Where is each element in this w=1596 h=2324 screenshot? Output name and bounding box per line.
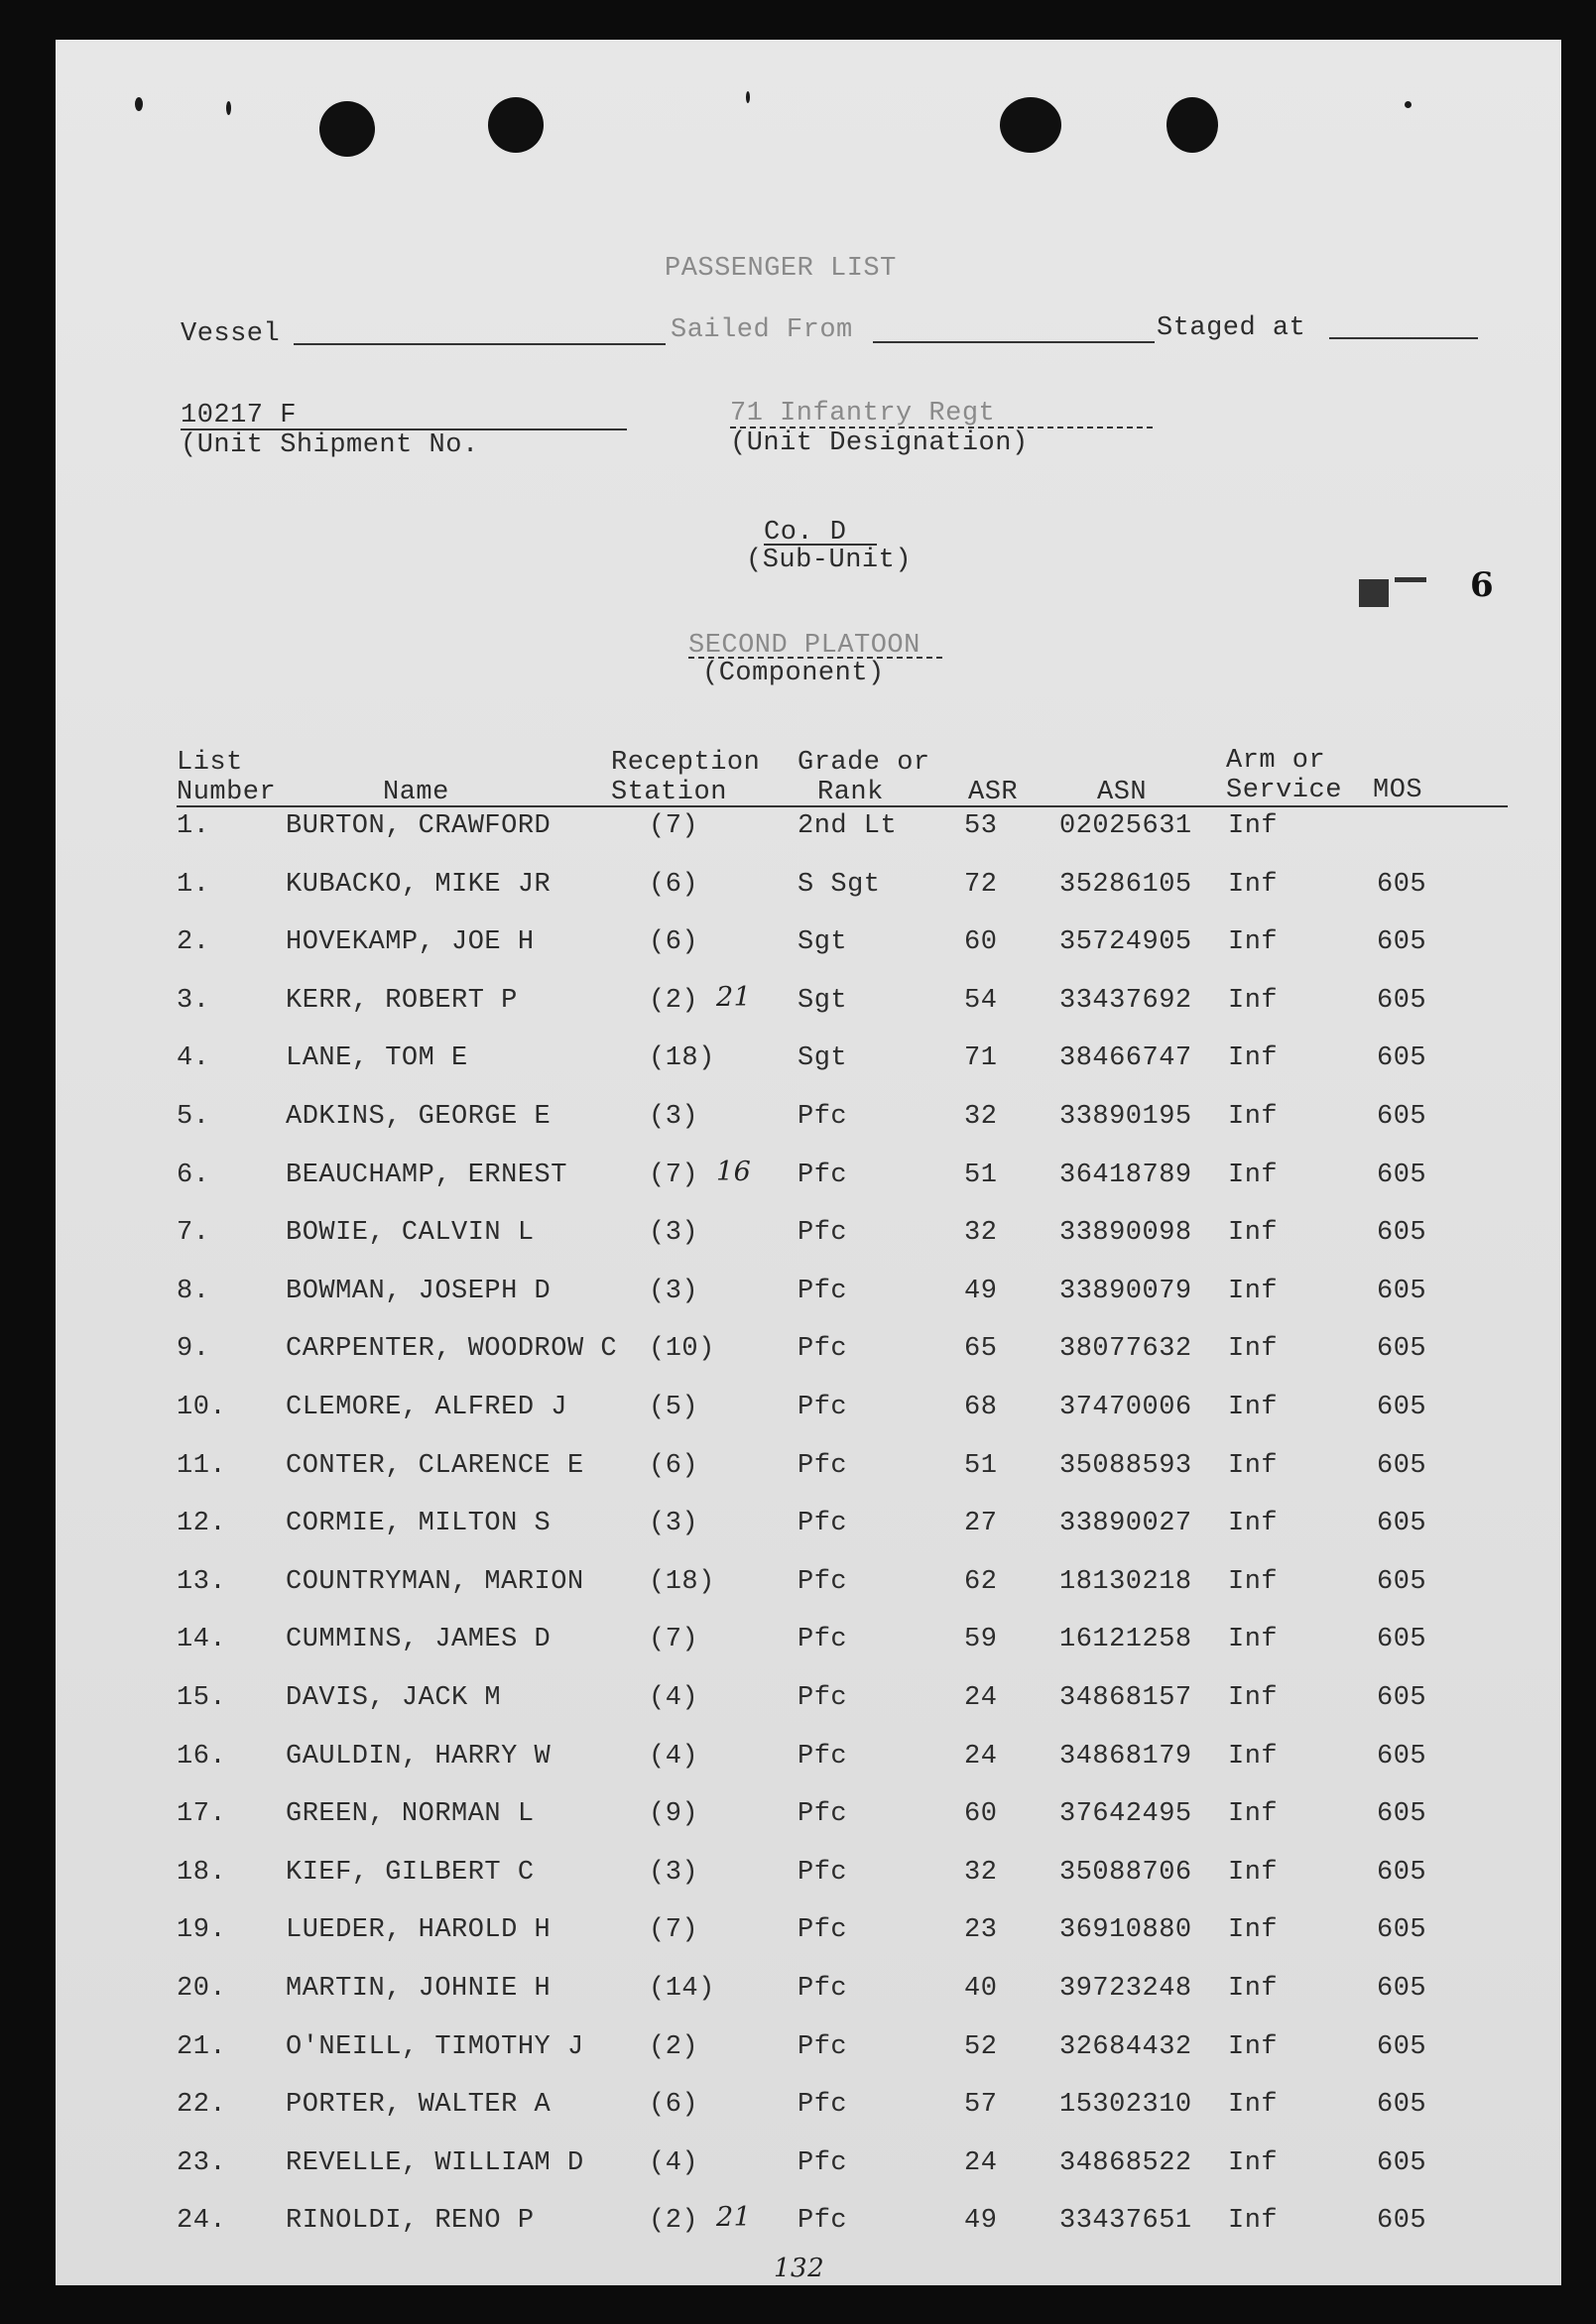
grade: Pfc: [798, 2147, 848, 2178]
asr: 49: [964, 1276, 998, 1306]
arm-or-service: Inf: [1228, 1334, 1279, 1365]
reception-station: (14): [649, 1974, 715, 2004]
grade: Pfc: [798, 1218, 848, 1249]
arm-or-service: Inf: [1228, 1625, 1279, 1655]
col-reception-2: Station: [611, 778, 727, 807]
handwritten-station-note: 21: [716, 981, 752, 1013]
sailed-from-label: Sailed From: [671, 315, 853, 345]
col-arm-2: Service: [1226, 776, 1342, 805]
passenger-name: BOWIE, CALVIN L: [286, 1218, 535, 1249]
document-sheet: [56, 40, 1561, 2285]
arm-or-service: Inf: [1228, 811, 1279, 841]
table-row: [56, 1858, 1561, 1892]
passenger-name: ADKINS, GEORGE E: [286, 1102, 552, 1132]
grade: 2nd Lt: [798, 811, 898, 841]
passenger-name: COUNTRYMAN, MARION: [286, 1566, 584, 1597]
asr: 60: [964, 927, 998, 958]
asr: 51: [964, 1160, 998, 1190]
speck: [746, 91, 750, 103]
reception-station: (7): [649, 1915, 699, 1946]
list-number: 15.: [177, 1683, 227, 1713]
list-number: 11.: [177, 1450, 227, 1481]
table-row: [56, 1509, 1561, 1542]
asr: 51: [964, 1450, 998, 1481]
asr: 24: [964, 1741, 998, 1772]
list-number: 22.: [177, 2090, 227, 2121]
table-row: [56, 811, 1561, 845]
asr: 24: [964, 2147, 998, 2178]
list-number: 13.: [177, 1566, 227, 1597]
component-caption: (Component): [702, 659, 885, 688]
asn: 36910880: [1059, 1915, 1192, 1946]
col-mos: MOS: [1373, 776, 1423, 805]
reception-station: (6): [649, 1450, 699, 1481]
passenger-name: BOWMAN, JOSEPH D: [286, 1276, 552, 1306]
table-row: [56, 1625, 1561, 1658]
list-number: 1.: [177, 869, 210, 900]
asn: 35088593: [1059, 1450, 1192, 1481]
table-row: [56, 1277, 1561, 1310]
punch-hole: [1000, 97, 1061, 153]
passenger-name: LUEDER, HAROLD H: [286, 1915, 552, 1946]
col-grade-1: Grade or: [798, 748, 930, 778]
passenger-name: RINOLDI, RENO P: [286, 2206, 535, 2237]
list-number: 4.: [177, 1043, 210, 1074]
table-row: [56, 1799, 1561, 1833]
asr: 32: [964, 1857, 998, 1888]
asr: 68: [964, 1393, 998, 1422]
mos: 605: [1377, 1857, 1427, 1888]
asr: 53: [964, 811, 998, 841]
list-number: 2.: [177, 927, 210, 958]
grade: Pfc: [798, 1450, 848, 1481]
arm-or-service: Inf: [1228, 985, 1279, 1016]
passenger-name: CORMIE, MILTON S: [286, 1509, 552, 1539]
asn: 34868157: [1059, 1683, 1192, 1713]
table-row: [56, 1915, 1561, 1949]
grade: Pfc: [798, 1160, 848, 1190]
asr: 32: [964, 1102, 998, 1132]
grade: S Sgt: [798, 869, 881, 900]
asr: 57: [964, 2090, 998, 2121]
mos: 605: [1377, 927, 1427, 958]
arm-or-service: Inf: [1228, 2031, 1279, 2062]
grade: Pfc: [798, 1683, 848, 1713]
document-title: PASSENGER LIST: [665, 254, 897, 284]
sub-unit-caption: (Sub-Unit): [746, 546, 913, 575]
mos: 605: [1377, 1334, 1427, 1365]
table-row: [56, 1742, 1561, 1775]
arm-or-service: Inf: [1228, 1974, 1279, 2004]
staged-at-blank: [1329, 337, 1478, 339]
asn: 15302310: [1059, 2090, 1192, 2121]
arm-or-service: Inf: [1228, 1043, 1279, 1074]
reception-station: (9): [649, 1799, 699, 1830]
arm-or-service: Inf: [1228, 2090, 1279, 2121]
grade: Pfc: [798, 1625, 848, 1655]
reception-station: (10): [649, 1334, 715, 1365]
passenger-name: GREEN, NORMAN L: [286, 1799, 535, 1830]
arm-or-service: Inf: [1228, 2206, 1279, 2237]
grade: Pfc: [798, 1741, 848, 1772]
passenger-name: DAVIS, JACK M: [286, 1683, 502, 1713]
asn: 34868179: [1059, 1741, 1192, 1772]
arm-or-service: Inf: [1228, 1160, 1279, 1190]
asr: 27: [964, 1509, 998, 1539]
mos: 605: [1377, 1276, 1427, 1306]
table-row: [56, 981, 1561, 1020]
arm-or-service: Inf: [1228, 1683, 1279, 1713]
table-row: [56, 1334, 1561, 1368]
arm-or-service: Inf: [1228, 1509, 1279, 1539]
reception-station: (2): [649, 985, 699, 1016]
table-row: [56, 2202, 1561, 2240]
file-mark-bar: [1395, 577, 1426, 582]
grade: Pfc: [798, 1276, 848, 1306]
col-asn: ASN: [1097, 778, 1148, 807]
speck: [1405, 101, 1412, 108]
mos: 605: [1377, 869, 1427, 900]
asn: 35286105: [1059, 869, 1192, 900]
table-row: [56, 1102, 1561, 1136]
mos: 605: [1377, 1043, 1427, 1074]
asr: 60: [964, 1799, 998, 1830]
reception-station: (2): [649, 2031, 699, 2062]
asr: 71: [964, 1043, 998, 1074]
table-row: [56, 870, 1561, 904]
grade: Pfc: [798, 1974, 848, 2004]
col-reception-1: Reception: [611, 748, 761, 778]
list-number: 9.: [177, 1334, 210, 1365]
list-number: 12.: [177, 1509, 227, 1539]
mos: 605: [1377, 1741, 1427, 1772]
asn: 39723248: [1059, 1974, 1192, 2004]
passenger-name: MARTIN, JOHNIE H: [286, 1974, 552, 2004]
asn: 37642495: [1059, 1799, 1192, 1830]
staged-at-label: Staged at: [1157, 313, 1306, 343]
grade: Pfc: [798, 1334, 848, 1365]
vessel-blank: [294, 343, 666, 345]
mos: 605: [1377, 1974, 1427, 2004]
file-mark: [1359, 579, 1389, 607]
mos: 605: [1377, 1625, 1427, 1655]
asn: 35088706: [1059, 1857, 1192, 1888]
reception-station: (5): [649, 1393, 699, 1422]
mos: 605: [1377, 2090, 1427, 2121]
table-row: [56, 2148, 1561, 2182]
asr: 52: [964, 2031, 998, 2062]
arm-or-service: Inf: [1228, 1566, 1279, 1597]
arm-or-service: Inf: [1228, 1393, 1279, 1422]
mos: 605: [1377, 1102, 1427, 1132]
page-number: 6: [1470, 565, 1494, 605]
mos: 605: [1377, 1683, 1427, 1713]
asn: 33890098: [1059, 1218, 1192, 1249]
mos: 605: [1377, 1218, 1427, 1249]
vessel-label: Vessel: [181, 319, 281, 349]
asn: 38077632: [1059, 1334, 1192, 1365]
passenger-name: LANE, TOM E: [286, 1043, 468, 1074]
mos: 605: [1377, 2206, 1427, 2237]
punch-hole: [1166, 97, 1218, 153]
grade: Pfc: [798, 2090, 848, 2121]
speck: [226, 101, 231, 115]
unit-designation: 71 Infantry Regt: [730, 399, 996, 428]
arm-or-service: Inf: [1228, 1915, 1279, 1946]
table-row: [56, 2032, 1561, 2066]
unit-shipment-caption: (Unit Shipment No.: [181, 430, 479, 460]
asn: 34868522: [1059, 2147, 1192, 2178]
passenger-name: REVELLE, WILLIAM D: [286, 2147, 584, 2178]
passenger-name: CLEMORE, ALFRED J: [286, 1393, 567, 1422]
arm-or-service: Inf: [1228, 1276, 1279, 1306]
mos: 605: [1377, 985, 1427, 1016]
list-number: 8.: [177, 1276, 210, 1306]
mos: 605: [1377, 1160, 1427, 1190]
punch-hole: [319, 101, 375, 157]
asn: 37470006: [1059, 1393, 1192, 1422]
table-row: [56, 1683, 1561, 1717]
asn: 02025631: [1059, 811, 1192, 841]
reception-station: (7): [649, 811, 699, 841]
list-number: 18.: [177, 1857, 227, 1888]
col-grade-2: Rank: [817, 778, 884, 807]
asn: 16121258: [1059, 1625, 1192, 1655]
header-rule: [177, 805, 1508, 807]
passenger-name: BURTON, CRAWFORD: [286, 811, 552, 841]
reception-station: (4): [649, 1683, 699, 1713]
list-number: 5.: [177, 1102, 210, 1132]
grade: Pfc: [798, 1509, 848, 1539]
passenger-name: PORTER, WALTER A: [286, 2090, 552, 2121]
grade: Pfc: [798, 1393, 848, 1422]
list-number: 21.: [177, 2031, 227, 2062]
asr: 24: [964, 1683, 998, 1713]
mos: 605: [1377, 2031, 1427, 2062]
arm-or-service: Inf: [1228, 1741, 1279, 1772]
component: SECOND PLATOON: [688, 631, 921, 661]
mos: 605: [1377, 1566, 1427, 1597]
col-list-number-1: List: [177, 748, 243, 778]
asr: 65: [964, 1334, 998, 1365]
col-list-number-2: Number: [177, 778, 277, 807]
reception-station: (6): [649, 869, 699, 900]
asr: 49: [964, 2206, 998, 2237]
reception-station: (3): [649, 1102, 699, 1132]
list-number: 16.: [177, 1741, 227, 1772]
table-row: [56, 1218, 1561, 1252]
asn: 35724905: [1059, 927, 1192, 958]
footer-note: 132: [774, 2254, 825, 2283]
reception-station: (4): [649, 2147, 699, 2178]
passenger-name: CONTER, CLARENCE E: [286, 1450, 584, 1481]
list-number: 1.: [177, 811, 210, 841]
reception-station: (4): [649, 1741, 699, 1772]
passenger-name: O'NEILL, TIMOTHY J: [286, 2031, 584, 2062]
table-row: [56, 2090, 1561, 2124]
list-number: 23.: [177, 2147, 227, 2178]
sailed-from-blank: [873, 341, 1155, 343]
asn: 33437651: [1059, 2206, 1192, 2237]
asr: 72: [964, 869, 998, 900]
grade: Pfc: [798, 1102, 848, 1132]
reception-station: (18): [649, 1043, 715, 1074]
list-number: 3.: [177, 985, 210, 1016]
col-name: Name: [383, 778, 449, 807]
mos: 605: [1377, 1799, 1427, 1830]
grade: Pfc: [798, 1799, 848, 1830]
asr: 32: [964, 1218, 998, 1249]
list-number: 14.: [177, 1625, 227, 1655]
handwritten-station-note: 21: [716, 2202, 752, 2234]
unit-shipment-number: 10217 F: [181, 401, 297, 430]
passenger-name: KERR, ROBERT P: [286, 985, 518, 1016]
arm-or-service: Inf: [1228, 1857, 1279, 1888]
table-row: [56, 927, 1561, 961]
mos: 605: [1377, 1915, 1427, 1946]
asn: 32684432: [1059, 2031, 1192, 2062]
mos: 605: [1377, 1509, 1427, 1539]
handwritten-station-note: 16: [716, 1156, 752, 1187]
arm-or-service: Inf: [1228, 869, 1279, 900]
list-number: 10.: [177, 1393, 227, 1422]
unit-designation-caption: (Unit Designation): [730, 428, 1029, 458]
col-arm-1: Arm or: [1226, 746, 1326, 776]
reception-station: (2): [649, 2206, 699, 2237]
reception-station: (3): [649, 1857, 699, 1888]
punch-hole: [488, 97, 544, 153]
reception-station: (6): [649, 927, 699, 958]
grade: Pfc: [798, 2031, 848, 2062]
asn: 36418789: [1059, 1160, 1192, 1190]
list-number: 24.: [177, 2206, 227, 2237]
reception-station: (18): [649, 1566, 715, 1597]
grade: Sgt: [798, 927, 848, 958]
mos: 605: [1377, 2147, 1427, 2178]
passenger-name: KIEF, GILBERT C: [286, 1857, 535, 1888]
reception-station: (3): [649, 1509, 699, 1539]
arm-or-service: Inf: [1228, 1799, 1279, 1830]
passenger-name: HOVEKAMP, JOE H: [286, 927, 535, 958]
list-number: 6.: [177, 1160, 210, 1190]
table-row: [56, 1567, 1561, 1601]
speck: [135, 97, 143, 111]
arm-or-service: Inf: [1228, 1102, 1279, 1132]
asn: 33890195: [1059, 1102, 1192, 1132]
mos: 605: [1377, 1393, 1427, 1422]
reception-station: (6): [649, 2090, 699, 2121]
table-row: [56, 1451, 1561, 1485]
table-row: [56, 1974, 1561, 2008]
passenger-name: CARPENTER, WOODROW C: [286, 1334, 618, 1365]
arm-or-service: Inf: [1228, 1450, 1279, 1481]
passenger-name: BEAUCHAMP, ERNEST: [286, 1160, 567, 1190]
passenger-name: GAULDIN, HARRY W: [286, 1741, 552, 1772]
col-asr: ASR: [968, 778, 1019, 807]
list-number: 19.: [177, 1915, 227, 1946]
sub-unit: Co. D: [764, 518, 847, 548]
list-number: 17.: [177, 1799, 227, 1830]
reception-station: (3): [649, 1218, 699, 1249]
list-number: 20.: [177, 1974, 227, 2004]
grade: Pfc: [798, 1566, 848, 1597]
grade: Pfc: [798, 2206, 848, 2237]
table-row: [56, 1043, 1561, 1077]
reception-station: (7): [649, 1160, 699, 1190]
passenger-name: CUMMINS, JAMES D: [286, 1625, 552, 1655]
table-row: [56, 1393, 1561, 1426]
asr: 23: [964, 1915, 998, 1946]
reception-station: (7): [649, 1625, 699, 1655]
asn: 38466747: [1059, 1043, 1192, 1074]
arm-or-service: Inf: [1228, 927, 1279, 958]
asn: 33890079: [1059, 1276, 1192, 1306]
mos: 605: [1377, 1450, 1427, 1481]
grade: Sgt: [798, 985, 848, 1016]
asn: 33437692: [1059, 985, 1192, 1016]
asr: 59: [964, 1625, 998, 1655]
asr: 54: [964, 985, 998, 1016]
list-number: 7.: [177, 1218, 210, 1249]
grade: Pfc: [798, 1915, 848, 1946]
asr: 40: [964, 1974, 998, 2004]
grade: Pfc: [798, 1857, 848, 1888]
reception-station: (3): [649, 1276, 699, 1306]
asn: 18130218: [1059, 1566, 1192, 1597]
asr: 62: [964, 1566, 998, 1597]
table-row: [56, 1156, 1561, 1194]
passenger-name: KUBACKO, MIKE JR: [286, 869, 552, 900]
arm-or-service: Inf: [1228, 1218, 1279, 1249]
grade: Sgt: [798, 1043, 848, 1074]
arm-or-service: Inf: [1228, 2147, 1279, 2178]
asn: 33890027: [1059, 1509, 1192, 1539]
